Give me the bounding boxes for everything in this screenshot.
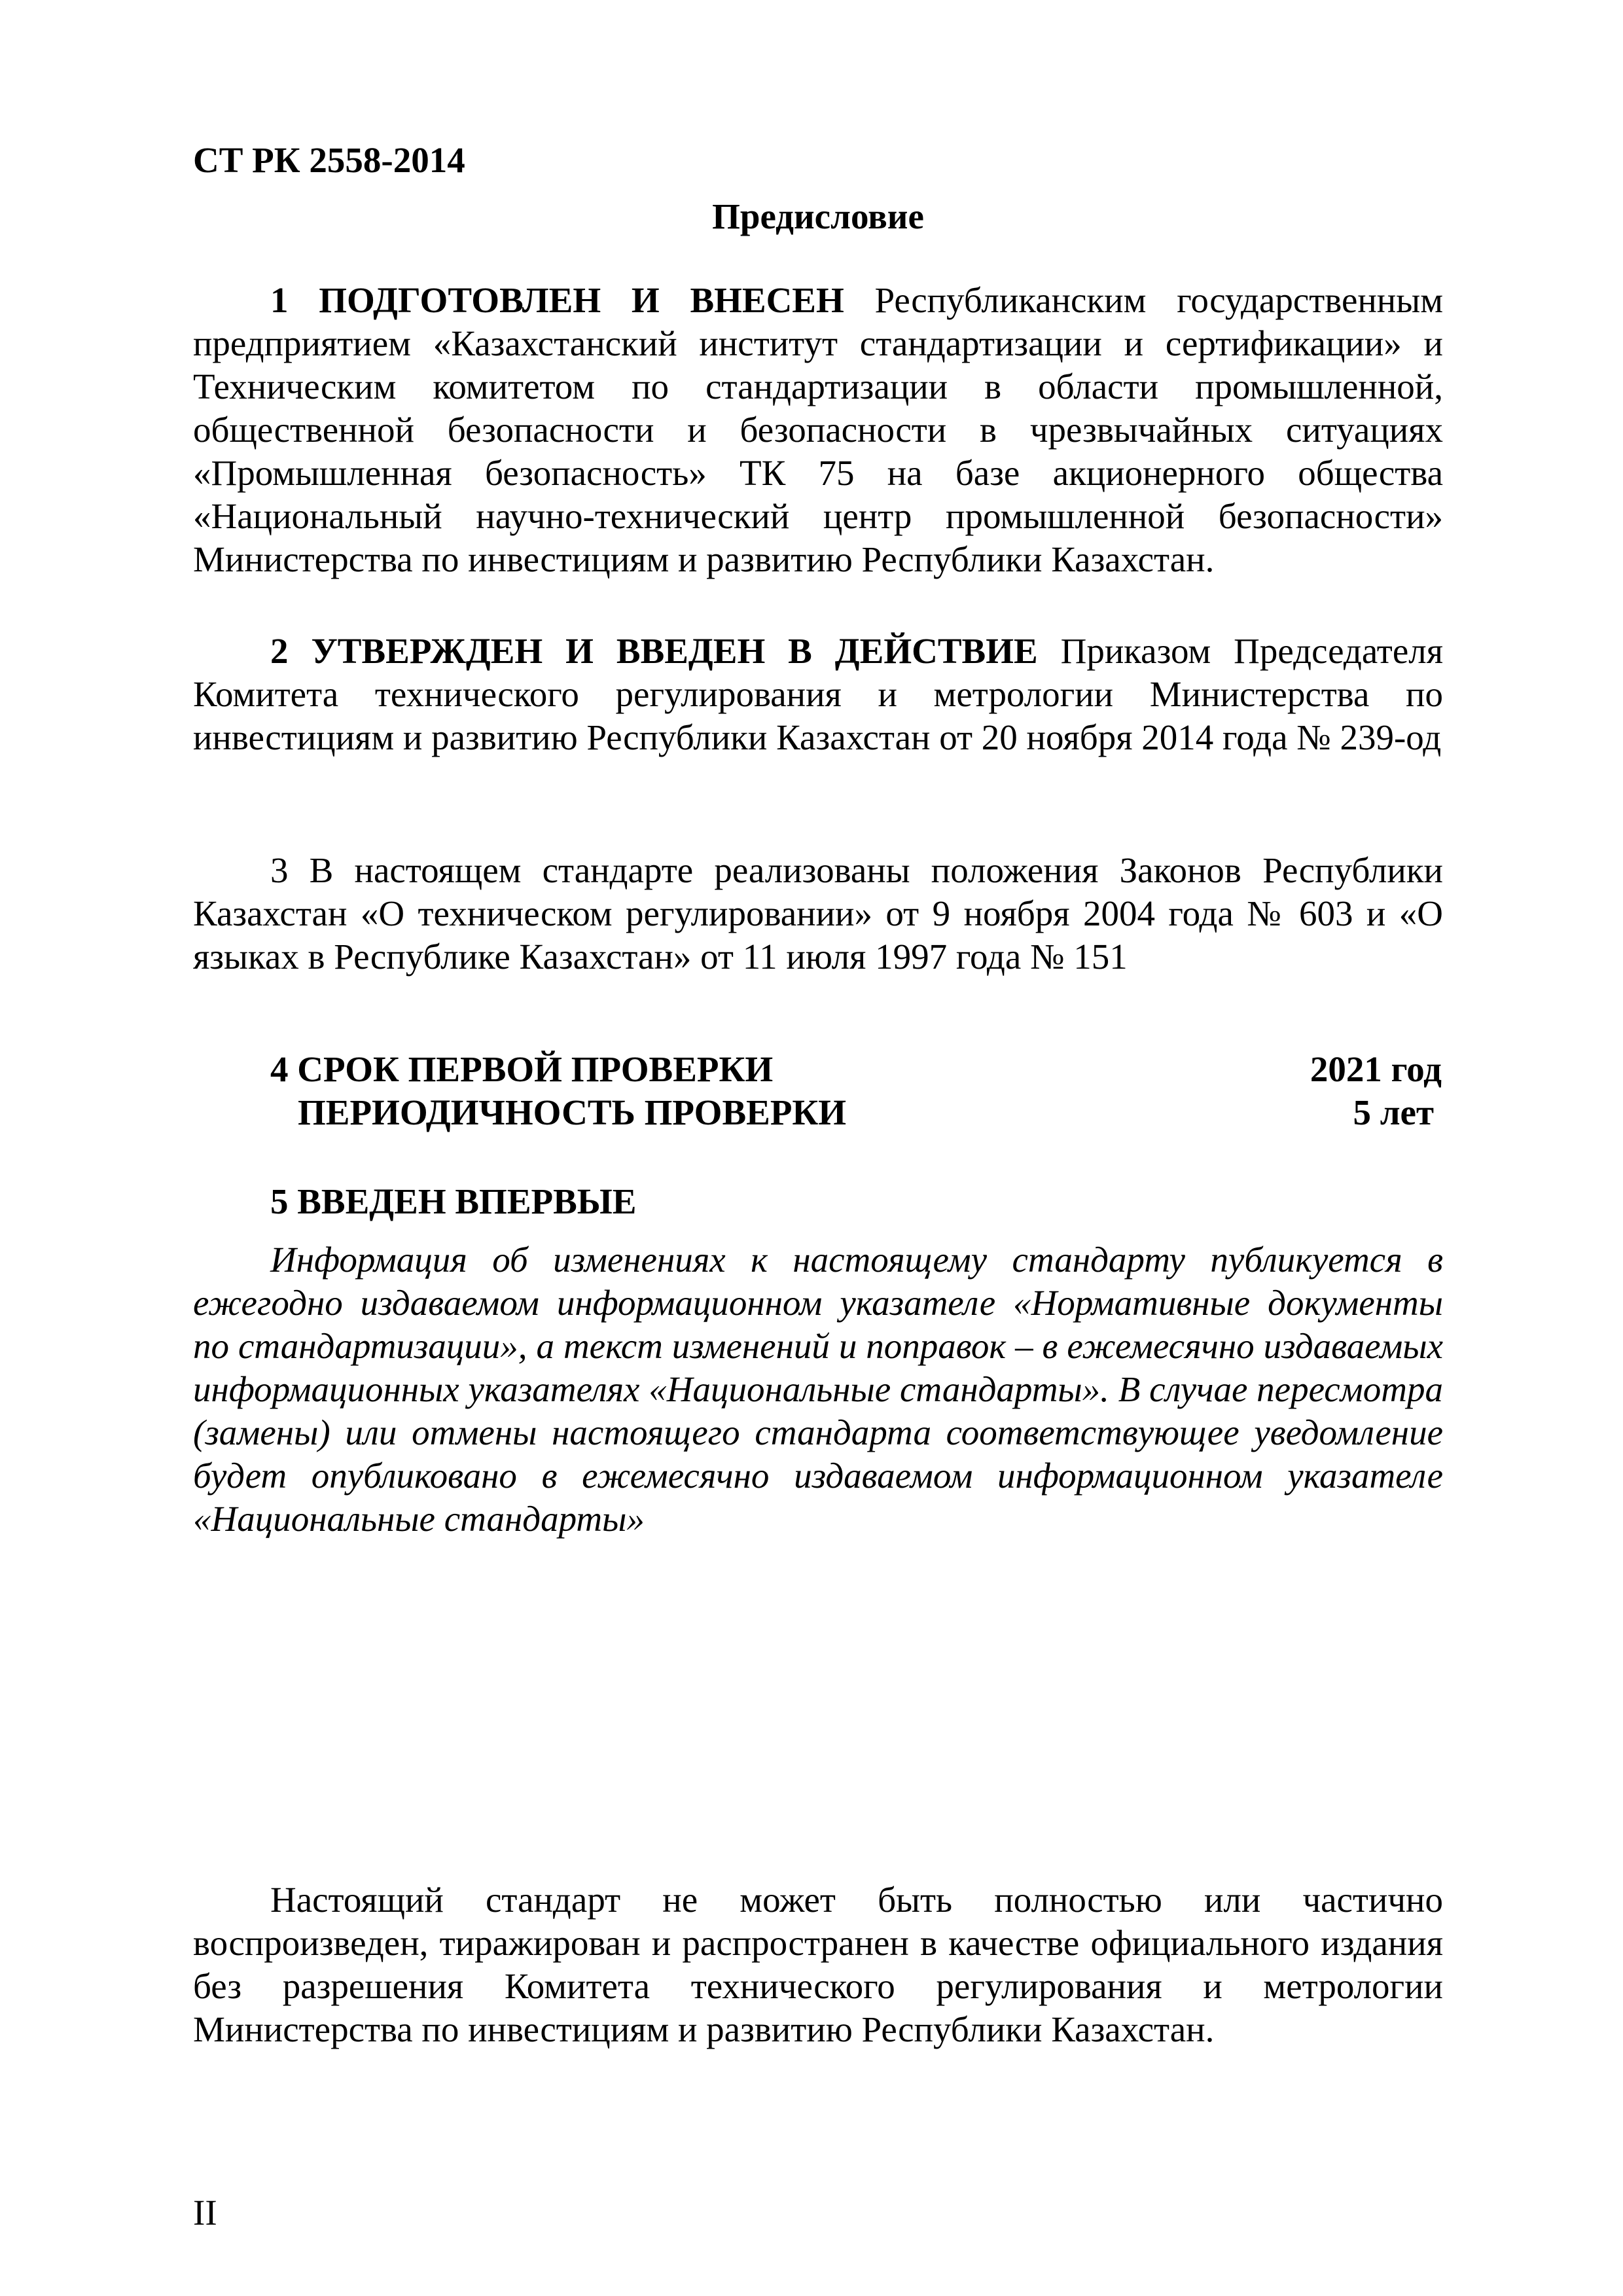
item-2-text: Приказом Председателя Комитета технического регулирования и метрологии Министерства по инвестициям и развитию Республики Казахстан от 20 ноября 2014 года № 239-од xyxy=(193,631,1443,757)
first-check-value: 2021 год xyxy=(1310,1049,1442,1089)
page-title: Предисловие xyxy=(712,196,924,236)
item-2-heading: 2 УТВЕРЖДЕН И ВВЕДЕН В ДЕЙСТВИЕ xyxy=(270,631,1038,671)
standard-code: СТ РК 2558-2014 xyxy=(193,140,465,180)
periodicity-row xyxy=(270,1091,1442,1134)
reproduction-notice-paragraph: Настоящий стандарт не может быть полностью или частично воспроизведен, тиражирован и распространен в качестве официального издания без разрешения Комитета технического регулирования и метрологии Министерства по инвестициям и развитию Республики Казахстан. xyxy=(193,1880,1443,2049)
periodicity-value: 5 лет xyxy=(1353,1092,1434,1132)
item-1-text: Республиканским государственным предприятием «Казахстанский институт стандартизации и сертификации» и Техническим комитетом по стандартизации в области промышленной, общественной безопасности и безопасности в чрезвычайных ситуациях «Промышленная безопасность» ТК 75 на базе акционерного общества «Национальный научно-технический центр промышленной безопасности» Министерства по инвестициям и развитию Республики Казахстан. xyxy=(193,280,1443,579)
item-3-paragraph: 3 В настоящем стандарте реализованы положения Законов Республики Казахстан «О техническом регулировании» от 9 ноября 2004 года № 603 и «О языках в Республике Казахстан» от 11 июля 1997 года № 151 xyxy=(193,850,1443,977)
item-2-paragraph xyxy=(193,630,1443,759)
first-check-row xyxy=(270,1048,1442,1091)
periodicity-label: ПЕРИОДИЧНОСТЬ ПРОВЕРКИ xyxy=(298,1092,847,1132)
item-1-paragraph xyxy=(193,279,1443,581)
item-1-heading: 1 ПОДГОТОВЛЕН И ВНЕСЕН xyxy=(270,280,844,320)
first-check-label: 4 СРОК ПЕРВОЙ ПРОВЕРКИ xyxy=(270,1049,774,1089)
amendments-info-paragraph: Информация об изменениях к настоящему стандарту публикуется в ежегодно издаваемом информационном указателе «Нормативные документы по стандартизации», а текст изменений и поправок – в ежемесячно издаваемых информационных указателях «Национальные стандарты». В случае пересмотра (замены) или отмены настоящего стандарта соответствующее уведомление будет опубликовано в ежемесячно издаваемом информационном указателе «Национальные стандарты» xyxy=(193,1240,1443,1539)
item-5-heading: 5 ВВЕДЕН ВПЕРВЫЕ xyxy=(270,1181,637,1221)
page-number: II xyxy=(193,2193,217,2233)
